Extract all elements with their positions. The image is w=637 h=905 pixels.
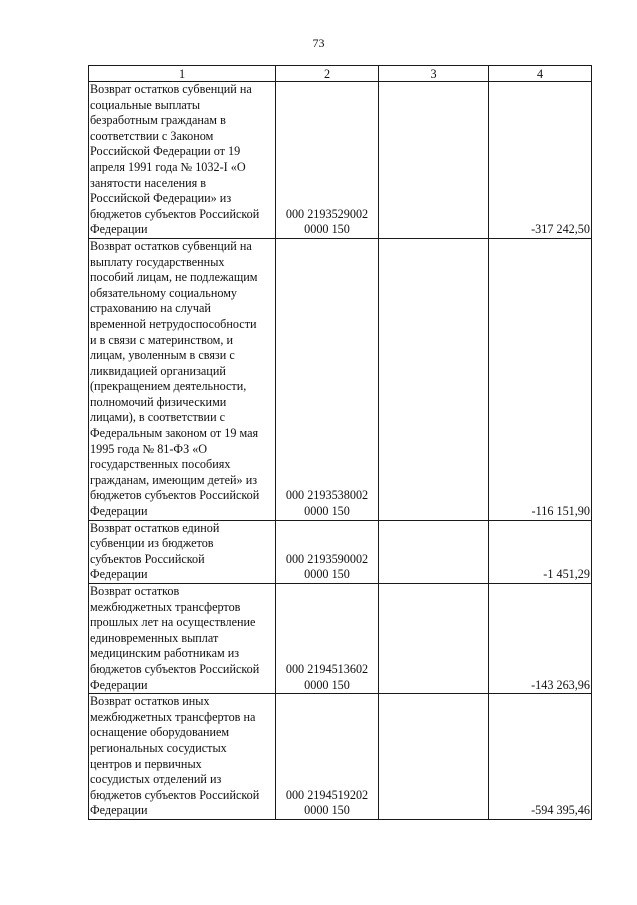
page-number: 73 [312, 36, 325, 50]
row-description: Возврат остатков субвенций на социальные выплаты безработным гражданам в соответствии с Законом Российской Федерации от 19 апреля 1991 года № 1032-I «О занятости населения в Российской Федерации» из бюджетов субъектов Российской Федерации [89, 82, 276, 239]
table-row [89, 238, 592, 520]
row-description: Возврат остатков иных межбюджетных трансфертов на оснащение оборудованием региональных сосудистых центров и первичных сосудистых отделений из бюджетов субъектов Российской Федерации [89, 694, 276, 820]
table-row [89, 82, 592, 239]
row-col3 [379, 584, 489, 694]
row-amount: -143 263,96 [489, 584, 592, 694]
row-code: 000 2193590002 0000 150 [276, 520, 379, 583]
row-code: 000 2194519202 0000 150 [276, 694, 379, 820]
row-amount: -1 451,29 [489, 520, 592, 583]
row-code: 000 2193538002 0000 150 [276, 238, 379, 520]
column-header-4: 4 [489, 66, 592, 82]
row-description: Возврат остатков единой субвенции из бюджетов субъектов Российской Федерации [89, 520, 276, 583]
column-header-3: 3 [379, 66, 489, 82]
column-header-1: 1 [89, 66, 276, 82]
row-description: Возврат остатков межбюджетных трансфертов прошлых лет на осуществление единовременных выплат медицинским работникам из бюджетов субъектов Российской Федерации [89, 584, 276, 694]
row-col3 [379, 520, 489, 583]
row-col3 [379, 82, 489, 239]
row-amount: -594 395,46 [489, 694, 592, 820]
row-col3 [379, 694, 489, 820]
table-header-row [89, 66, 592, 82]
row-col3 [379, 238, 489, 520]
table-row [89, 520, 592, 583]
row-description: Возврат остатков субвенций на выплату государственных пособий лицам, не подлежащим обязательному социальному страхованию на случай временной нетрудоспособности и в связи с материнством, и лицам, уволенным в связи с ликвидацией организаций (прекращением деятельности, полномочий физическими лицами), в соответствии с Федеральным законом от 19 мая 1995 года № 81-ФЗ «О государственных пособиях гражданам, имеющим детей» из бюджетов субъектов Российской Федерации [89, 238, 276, 520]
row-code: 000 2194513602 0000 150 [276, 584, 379, 694]
row-code: 000 2193529002 0000 150 [276, 82, 379, 239]
table-row [89, 584, 592, 694]
column-header-2: 2 [276, 66, 379, 82]
row-amount: -116 151,90 [489, 238, 592, 520]
budget-table [88, 65, 592, 820]
table-row [89, 694, 592, 820]
row-amount: -317 242,50 [489, 82, 592, 239]
